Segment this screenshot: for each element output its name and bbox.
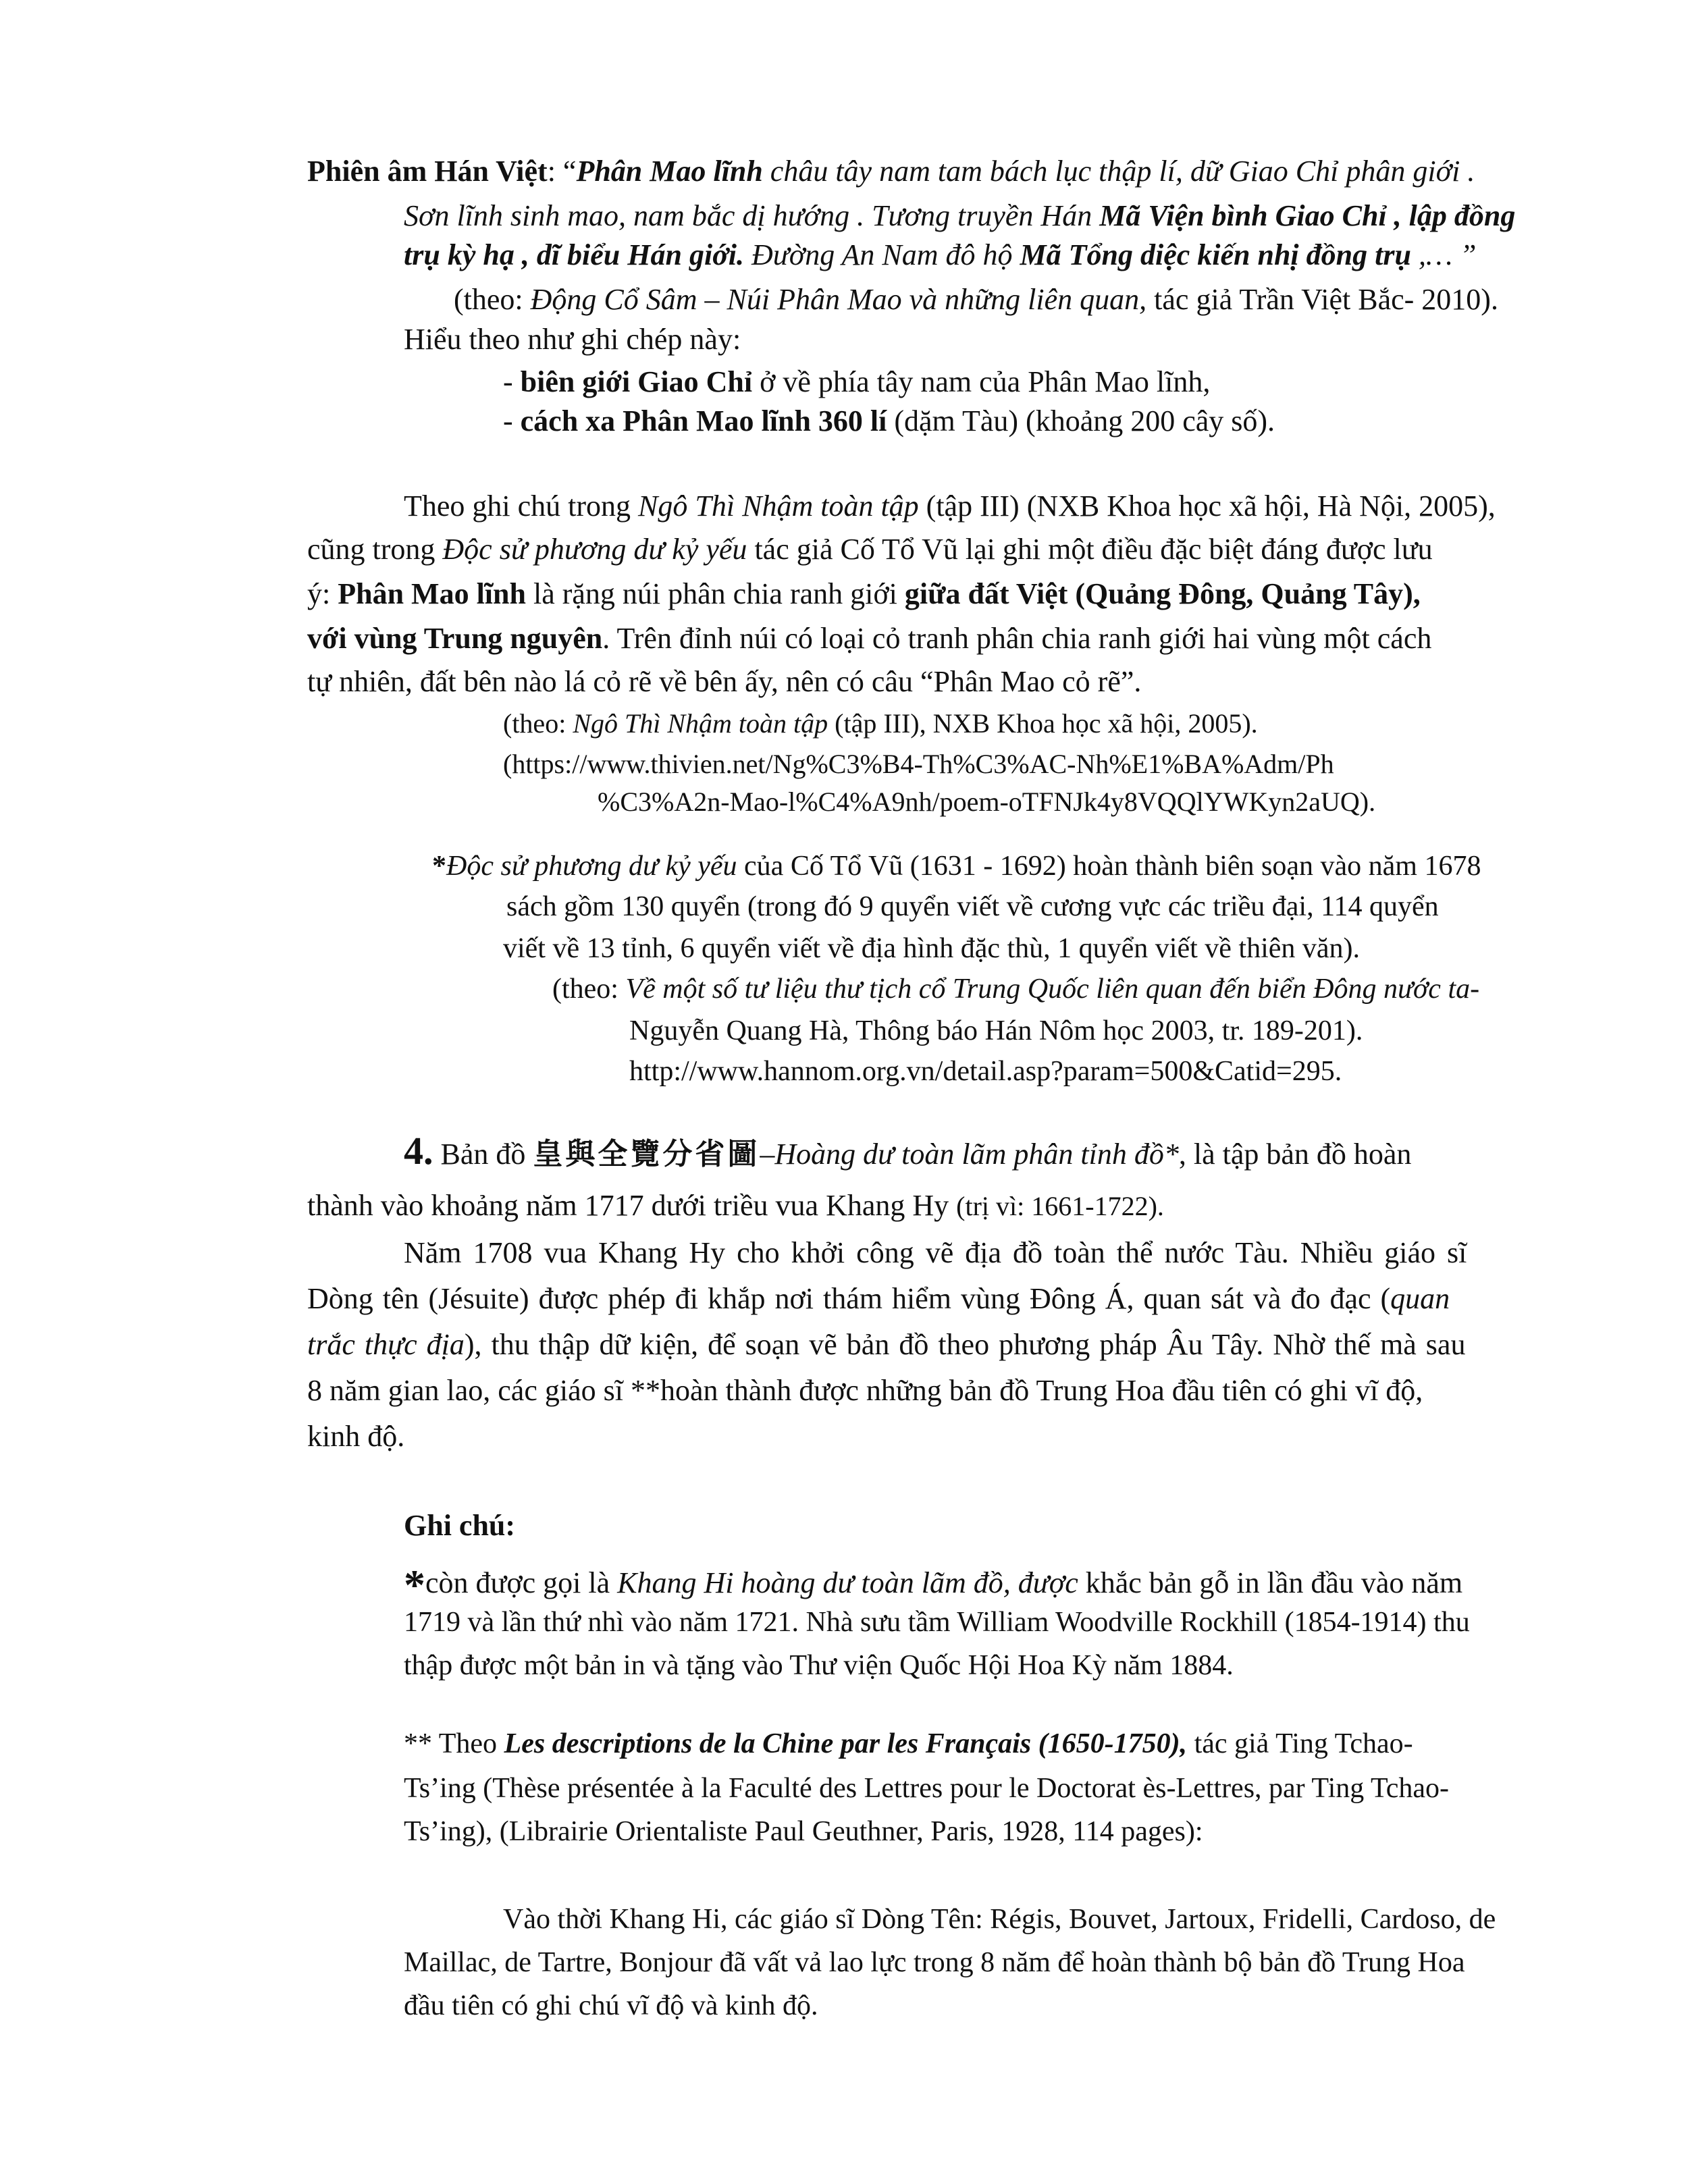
s3-line-3: viết về 13 tỉnh, 6 quyển viết về địa hình đặc thù, 1 quyển viết về thiên văn). [503,933,1361,964]
quote-line-1: Vào thời Khang Hi, các giáo sĩ Dòng Tên: Régis, Bouvet, Jartoux, Fridelli, Cardoso, de [503,1904,1496,1935]
italic-text: Ngô Thì Nhậm toàn tập [573,708,828,739]
bold-text: giữa đất Việt (Quảng Đông, Quảng Tây), [904,577,1421,610]
s3-citation-url: http://www.hannom.org.vn/detail.asp?param=500&Catid=295. [629,1056,1342,1087]
s1-bullet-2 [503,406,1275,436]
text: khắc bản gỗ in lần đầu vào năm [1078,1566,1463,1599]
s4-line-7: kinh độ. [307,1420,405,1453]
note-2-line-1 [404,1730,1413,1758]
bold-italic-text: Phân Mao lĩnh [576,155,763,188]
s2-citation-url-1: (https://www.thivien.net/Ng%C3%B4-Th%C3%AC-Nh%E1%BA%Adm/Ph [503,749,1334,779]
text: tác giả Cố Tổ Vũ lại ghi một điều đặc biệt đáng được lưu [747,533,1433,566]
quote-line-2: Maillac, de Tartre, Bonjour đã vất vả lao lực trong 8 năm để hoàn thành bộ bản đồ Trung Hoa [404,1947,1465,1978]
s1-bullet-1 [503,367,1210,397]
text: Năm 1708 vua Khang Hy cho khởi công vẽ địa đồ toàn thể nước Tàu. Nhiều giáo sĩ [404,1236,1467,1269]
text: (theo: [454,283,531,316]
text: tác giả Trần Việt Bắc- 2010). [1146,283,1498,316]
s1-line-5: Hiểu theo như ghi chép này: [404,323,741,356]
text: tác giả Ting Tchao- [1187,1728,1413,1759]
italic-text: Về một số tư liệu thư tịch cổ Trung Quốc liên quan đến biển Đông nước ta- [625,974,1480,1005]
text: - [503,404,521,437]
s3-citation-1 [552,975,1479,1003]
italic-text: trắc thực địa [307,1328,465,1361]
text: , là tập bản đồ hoàn [1178,1138,1412,1171]
text: (theo: [503,708,573,739]
han-title: 皇與全覽分省圖 [533,1137,760,1171]
text: (theo: [552,974,626,1005]
s4-line-5 [307,1330,1465,1360]
text: ), thu thập dữ kiện, để soạn vẽ bản đồ theo phương pháp Âu Tây. Nhờ thế mà sau [464,1328,1466,1361]
text: (dặm Tàu) (khoảng 200 cây số). [887,404,1275,437]
s1-line-1 [307,157,1475,186]
s1-line-2 [404,201,1515,231]
note-2-line-2: Ts’ing (Thèse présentée à la Faculté des Lettres pour le Doctorat ès-Lettres, par Ting Tchao- [404,1773,1449,1804]
bold-text: cách xa Phân Mao lĩnh 360 lí [520,404,887,437]
italic-text: quan [1390,1282,1450,1315]
s2-line-3 [307,579,1421,609]
text: ** Theo [404,1728,504,1759]
bold-italic-text: Mã Tổng diệc kiến nhị đồng trụ [1020,238,1411,271]
text: cũng trong [307,533,443,566]
italic-text: Độc sử phương dư kỷ yếu [446,851,737,882]
text: Bản đồ [433,1138,533,1171]
s2-line-4 [307,624,1431,654]
text: (tập III) (NXB Khoa học xã hội, Hà Nội, 2005), [918,489,1496,523]
text: . Trên đỉnh núi có loại cỏ tranh phân chia ranh giới hai vùng một cách [602,622,1432,655]
s4-line-6: 8 năm gian lao, các giáo sĩ **hoàn thành được những bản đồ Trung Hoa đầu tiên có ghi vĩ độ, [307,1374,1423,1407]
s2-line-2 [307,535,1433,564]
italic-text: Độc sử phương dư kỷ yếu [442,533,747,566]
text: còn được gọi là [425,1566,618,1599]
text: thành vào khoảng năm 1717 dưới triều vua Khang Hy [307,1189,957,1222]
text: Theo ghi chú trong [404,489,639,523]
asterisk: * [404,1561,425,1609]
bold-italic-text: trụ kỳ hạ , dĩ biểu Hán giới. [404,238,745,271]
s2-line-1 [404,491,1496,521]
italic-text: ,… ” [1410,238,1477,271]
text: : “ [547,155,577,188]
text: (tập III), NXB Khoa học xã hội, 2005). [828,708,1258,739]
bold-text: Phân Mao lĩnh [338,577,526,610]
italic-text: Đường An Nam đô hộ [744,238,1020,271]
italic-text: Động Cổ Sâm – Núi Phân Mao và những liên quan, [530,283,1147,316]
bold-italic-text: Mã Viện bình Giao Chỉ , lập đồng [1099,199,1516,232]
italic-text: Sơn lĩnh sinh mao, nam bắc dị hướng . Tương truyền Hán [404,199,1100,232]
quote-line-3: đầu tiên có ghi chú vĩ độ và kinh độ. [404,1990,818,2021]
asterisk: * [432,851,446,882]
bold-text: với vùng Trung nguyên [307,622,603,655]
s2-citation-1 [503,710,1258,737]
italic-text: –Hoàng dư toàn lãm phân tỉnh đồ* [760,1138,1179,1171]
notes-heading: Ghi chú: [404,1509,516,1542]
italic-text: châu tây nam tam bách lục thập lí, dữ Giao Chỉ phân giới . [762,155,1475,188]
s4-line-4 [307,1284,1450,1314]
italic-text: Khang Hi hoàng dư toàn lãm đồ, được [617,1566,1078,1599]
bold-text: biên giới Giao Chỉ [520,365,753,398]
text: là rặng núi phân chia ranh giới [525,577,905,610]
text: (trị vì: 1661-1722). [956,1191,1164,1221]
s4-line-2 [307,1191,1164,1221]
text: - [503,365,521,398]
s2-line-5: tự nhiên, đất bên nào lá cỏ rẽ về bên ấy, nên có câu “Phân Mao cỏ rẽ”. [307,665,1142,698]
note-1-line-2: 1719 và lần thứ nhì vào năm 1721. Nhà sưu tầm William Woodville Rockhill (1854-1914) thu [404,1607,1470,1638]
text: ở về phía tây nam của Phân Mao lĩnh, [752,365,1211,398]
s2-citation-url-2: %C3%A2n-Mao-l%C4%A9nh/poem-oTFNJk4y8VQQlYWKyn2aUQ). [598,787,1376,817]
note-2-line-3: Ts’ing), (Librairie Orientaliste Paul Geuthner, Paris, 1928, 114 pages): [404,1816,1203,1847]
bold-italic-title: Les descriptions de la Chine par les Français (1650-1750), [504,1728,1188,1759]
section-number: 4. [404,1129,433,1173]
s3-line-1 [432,852,1481,880]
s4-line-3 [404,1238,1571,1268]
s1-line-3 [404,240,1477,270]
italic-text: Ngô Thì Nhậm toàn tập [638,489,919,523]
note-1-line-1 [404,1561,1463,1609]
text: của Cố Tổ Vũ (1631 - 1692) hoàn thành biên soạn vào năm 1678 [737,851,1481,882]
s1-line-4 [454,285,1498,315]
s3-citation-2: Nguyễn Quang Hà, Thông báo Hán Nôm học 2003, tr. 189-201). [629,1015,1363,1046]
s4-line-1 [404,1131,1411,1171]
s3-line-2: sách gồm 130 quyển (trong đó 9 quyển viết về cương vực các triều đại, 114 quyển [506,891,1439,922]
note-1-line-3: thập được một bản in và tặng vào Thư viện Quốc Hội Hoa Kỳ năm 1884. [404,1650,1234,1681]
text: ý: [307,577,338,610]
text: Dòng tên (Jésuite) được phép đi khắp nơi thám hiểm vùng Đông Á, quan sát và đo đạc ( [307,1282,1391,1315]
phien-am-label: Phiên âm Hán Việt [307,155,548,188]
